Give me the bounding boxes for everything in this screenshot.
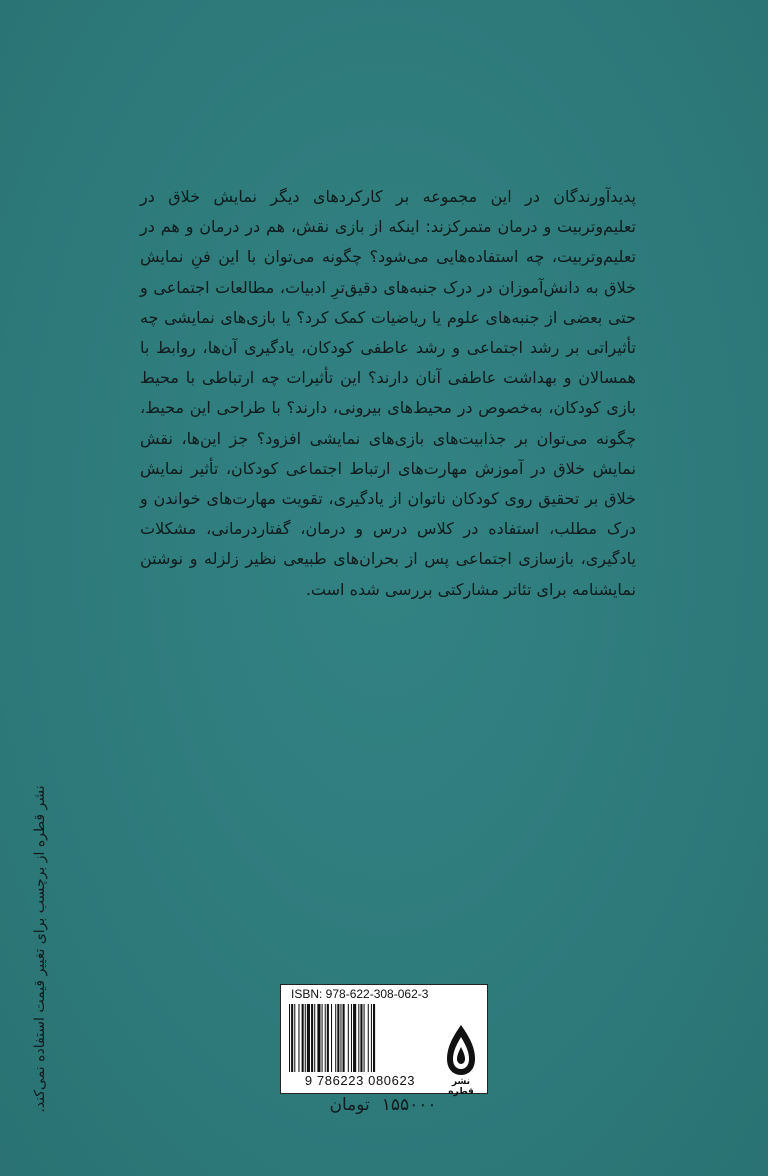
barcode-box — [280, 984, 488, 1097]
barcode-bar — [373, 1004, 375, 1072]
barcode-bar — [335, 1004, 336, 1072]
barcode-bar — [327, 1004, 329, 1072]
barcode-bar — [368, 1004, 369, 1072]
barcode-bar — [305, 1004, 306, 1072]
barcode-bar — [298, 1004, 299, 1072]
barcode-bar — [348, 1004, 349, 1072]
barcode-bar — [289, 1004, 290, 1072]
barcode-bar — [325, 1004, 326, 1072]
price-sticker-notice: نشر قطره از برچسب برای تغییر قیمت استفاده نمی‌کند. — [32, 785, 48, 1113]
barcode-bar — [351, 1004, 352, 1072]
barcode-bar — [337, 1004, 339, 1072]
barcode-bar — [294, 1004, 295, 1072]
barcode-bar — [311, 1004, 313, 1072]
barcode-bar — [302, 1004, 304, 1072]
barcode-bar — [291, 1004, 293, 1072]
barcode-bar — [317, 1004, 320, 1072]
price-label — [296, 1092, 470, 1118]
blurb-text-block — [140, 182, 636, 605]
barcode-bar — [314, 1004, 315, 1072]
barcode-digits: 9 786223 080623 — [304, 1073, 416, 1088]
barcode-bar — [371, 1004, 372, 1072]
publisher-logo-icon — [443, 1023, 479, 1079]
isbn-label: ISBN: 978-622-308-062-3 — [291, 987, 429, 1001]
barcode-bar — [343, 1004, 345, 1072]
price-currency: تومان — [329, 1095, 370, 1115]
barcode-bar — [358, 1004, 359, 1072]
blurb-paragraph: پدیدآورندگان در این مجموعه بر کارکردهای دیگر نمایش خلاق در تعلیم‌وتربیت و درمان متمرکزند: اینکه از بازی نقش، هم در درمان و هم در تعلیم‌وتربیت، چه استفاده‌هایی می‌شود؟ چگونه می‌توان با این فنِ نمایش خلاق به دانش‌آموزان در درک جنبه‌های دقیق‌ترِ ادبیات، مطالعات اجتماعی و حتی بعضی از جنبه‌های علوم یا ریاضیات کمک کرد؟ یا بازی‌های نمایشی چه تأثیراتی بر رشد اجتماعی و رشد عاطفی کودکان، یادگیری آن‌ها، روابط با همسالان و بهداشت عاطفی آنان دارند؟ این تأثیرات چه ارتباطی با محیط بازی کودکان، به‌خصوص در محیط‌های بیرونی، دارند؟ با طراحی این محیط، چگونه می‌توان بر جذابیت‌های بازی‌های نمایشی افزود؟ جز این‌ها، نقش نمایش خلاق در آموزش مهارت‌های ارتباط اجتماعی کودکان، تأثیر نمایش خلاق بر تحقیق روی کودکان ناتوان از یادگیری، تقویت مهارت‌های خواندن و درک مطلب، استفاده در کلاس درس و درمان، گفتاردرمانی، مشکلات یادگیری، بازسازی اجتماعی پس از بحران‌های طبیعی نظیر زلزله و نوشتن نمایشنامه برای تئاتر مشارکتی بررسی شده است. — [140, 187, 636, 599]
barcode-bar — [322, 1004, 323, 1072]
price-amount: ۱۵۵۰۰۰ — [381, 1095, 437, 1115]
barcode-bar — [307, 1004, 310, 1072]
barcode-bar — [331, 1004, 332, 1072]
barcode-bar — [353, 1004, 356, 1072]
barcode-bar — [364, 1004, 365, 1072]
barcode-bars — [289, 1004, 435, 1072]
publisher-logo-label: نشر قطره — [448, 1077, 474, 1097]
barcode-bar — [340, 1004, 341, 1072]
barcode-bar — [360, 1004, 362, 1072]
